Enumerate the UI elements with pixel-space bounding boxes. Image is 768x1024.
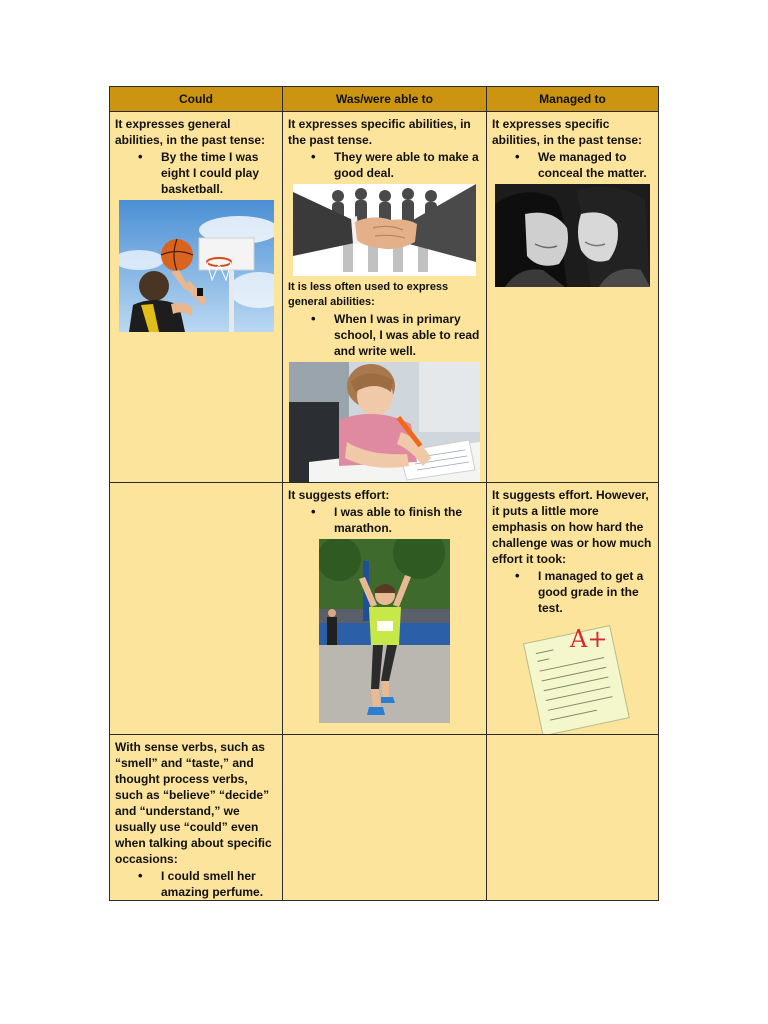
- rule-text: It expresses specific abilities, in the past tense.: [288, 117, 471, 147]
- example-item: • I could smell her amazing perfume.: [115, 868, 277, 900]
- rule-text: It is less often used to express general abilities:: [288, 281, 449, 308]
- grade-mark: A+: [570, 625, 608, 653]
- example-item: • By the time I was eight I could play basketball.: [115, 149, 277, 197]
- header-row: [110, 87, 659, 112]
- rule-text: It suggests effort:: [288, 488, 390, 502]
- rule-text: It suggests effort. However, it puts a little more emphasis on how hard the challenge was or how much effort it took:: [492, 488, 652, 566]
- table-row: [110, 112, 659, 483]
- cell-could-general: [110, 112, 283, 483]
- header-managed-to: Managed to: [487, 87, 659, 112]
- basketball-photo: [119, 200, 274, 332]
- cell-was-able-specific: [283, 112, 487, 483]
- rule-text: It expresses specific abilities, in the past tense:: [492, 117, 643, 147]
- cell-could-empty: [110, 483, 283, 735]
- rule-text: It expresses general abilities, in the past tense:: [115, 117, 266, 147]
- example-item: • We managed to conceal the matter.: [492, 149, 653, 181]
- cell-managed-effort: [487, 483, 659, 735]
- cell-was-able-empty: [283, 735, 487, 901]
- whispering-women-photo: [495, 184, 650, 287]
- example-item: • When I was in primary school, I was able to read and write well.: [288, 311, 481, 359]
- cell-managed-specific: [487, 112, 659, 483]
- table-row: [110, 483, 659, 735]
- girl-writing-photo: [289, 362, 480, 482]
- grammar-table-container: [109, 86, 658, 901]
- cell-could-sense-verbs: [110, 735, 283, 901]
- table-row: [110, 735, 659, 901]
- cell-was-able-effort: [283, 483, 487, 735]
- example-item: • I managed to get a good grade in the test.: [492, 568, 653, 616]
- rule-text: With sense verbs, such as “smell” and “taste,” and thought process verbs, such as “believe” “decide” and “understand,” we usually use “could” even when talking about specific occasions:: [115, 740, 272, 866]
- example-item: • I was able to finish the marathon.: [288, 504, 481, 536]
- handshake-photo: [293, 184, 476, 276]
- marathon-runner-photo: [319, 539, 450, 723]
- example-item: • They were able to make a good deal.: [288, 149, 481, 181]
- header-could: Could: [110, 87, 283, 112]
- header-was-able-to: Was/were able to: [283, 87, 487, 112]
- cell-managed-empty: [487, 735, 659, 901]
- grammar-table: [109, 86, 659, 901]
- graded-paper-illustration: [520, 624, 630, 734]
